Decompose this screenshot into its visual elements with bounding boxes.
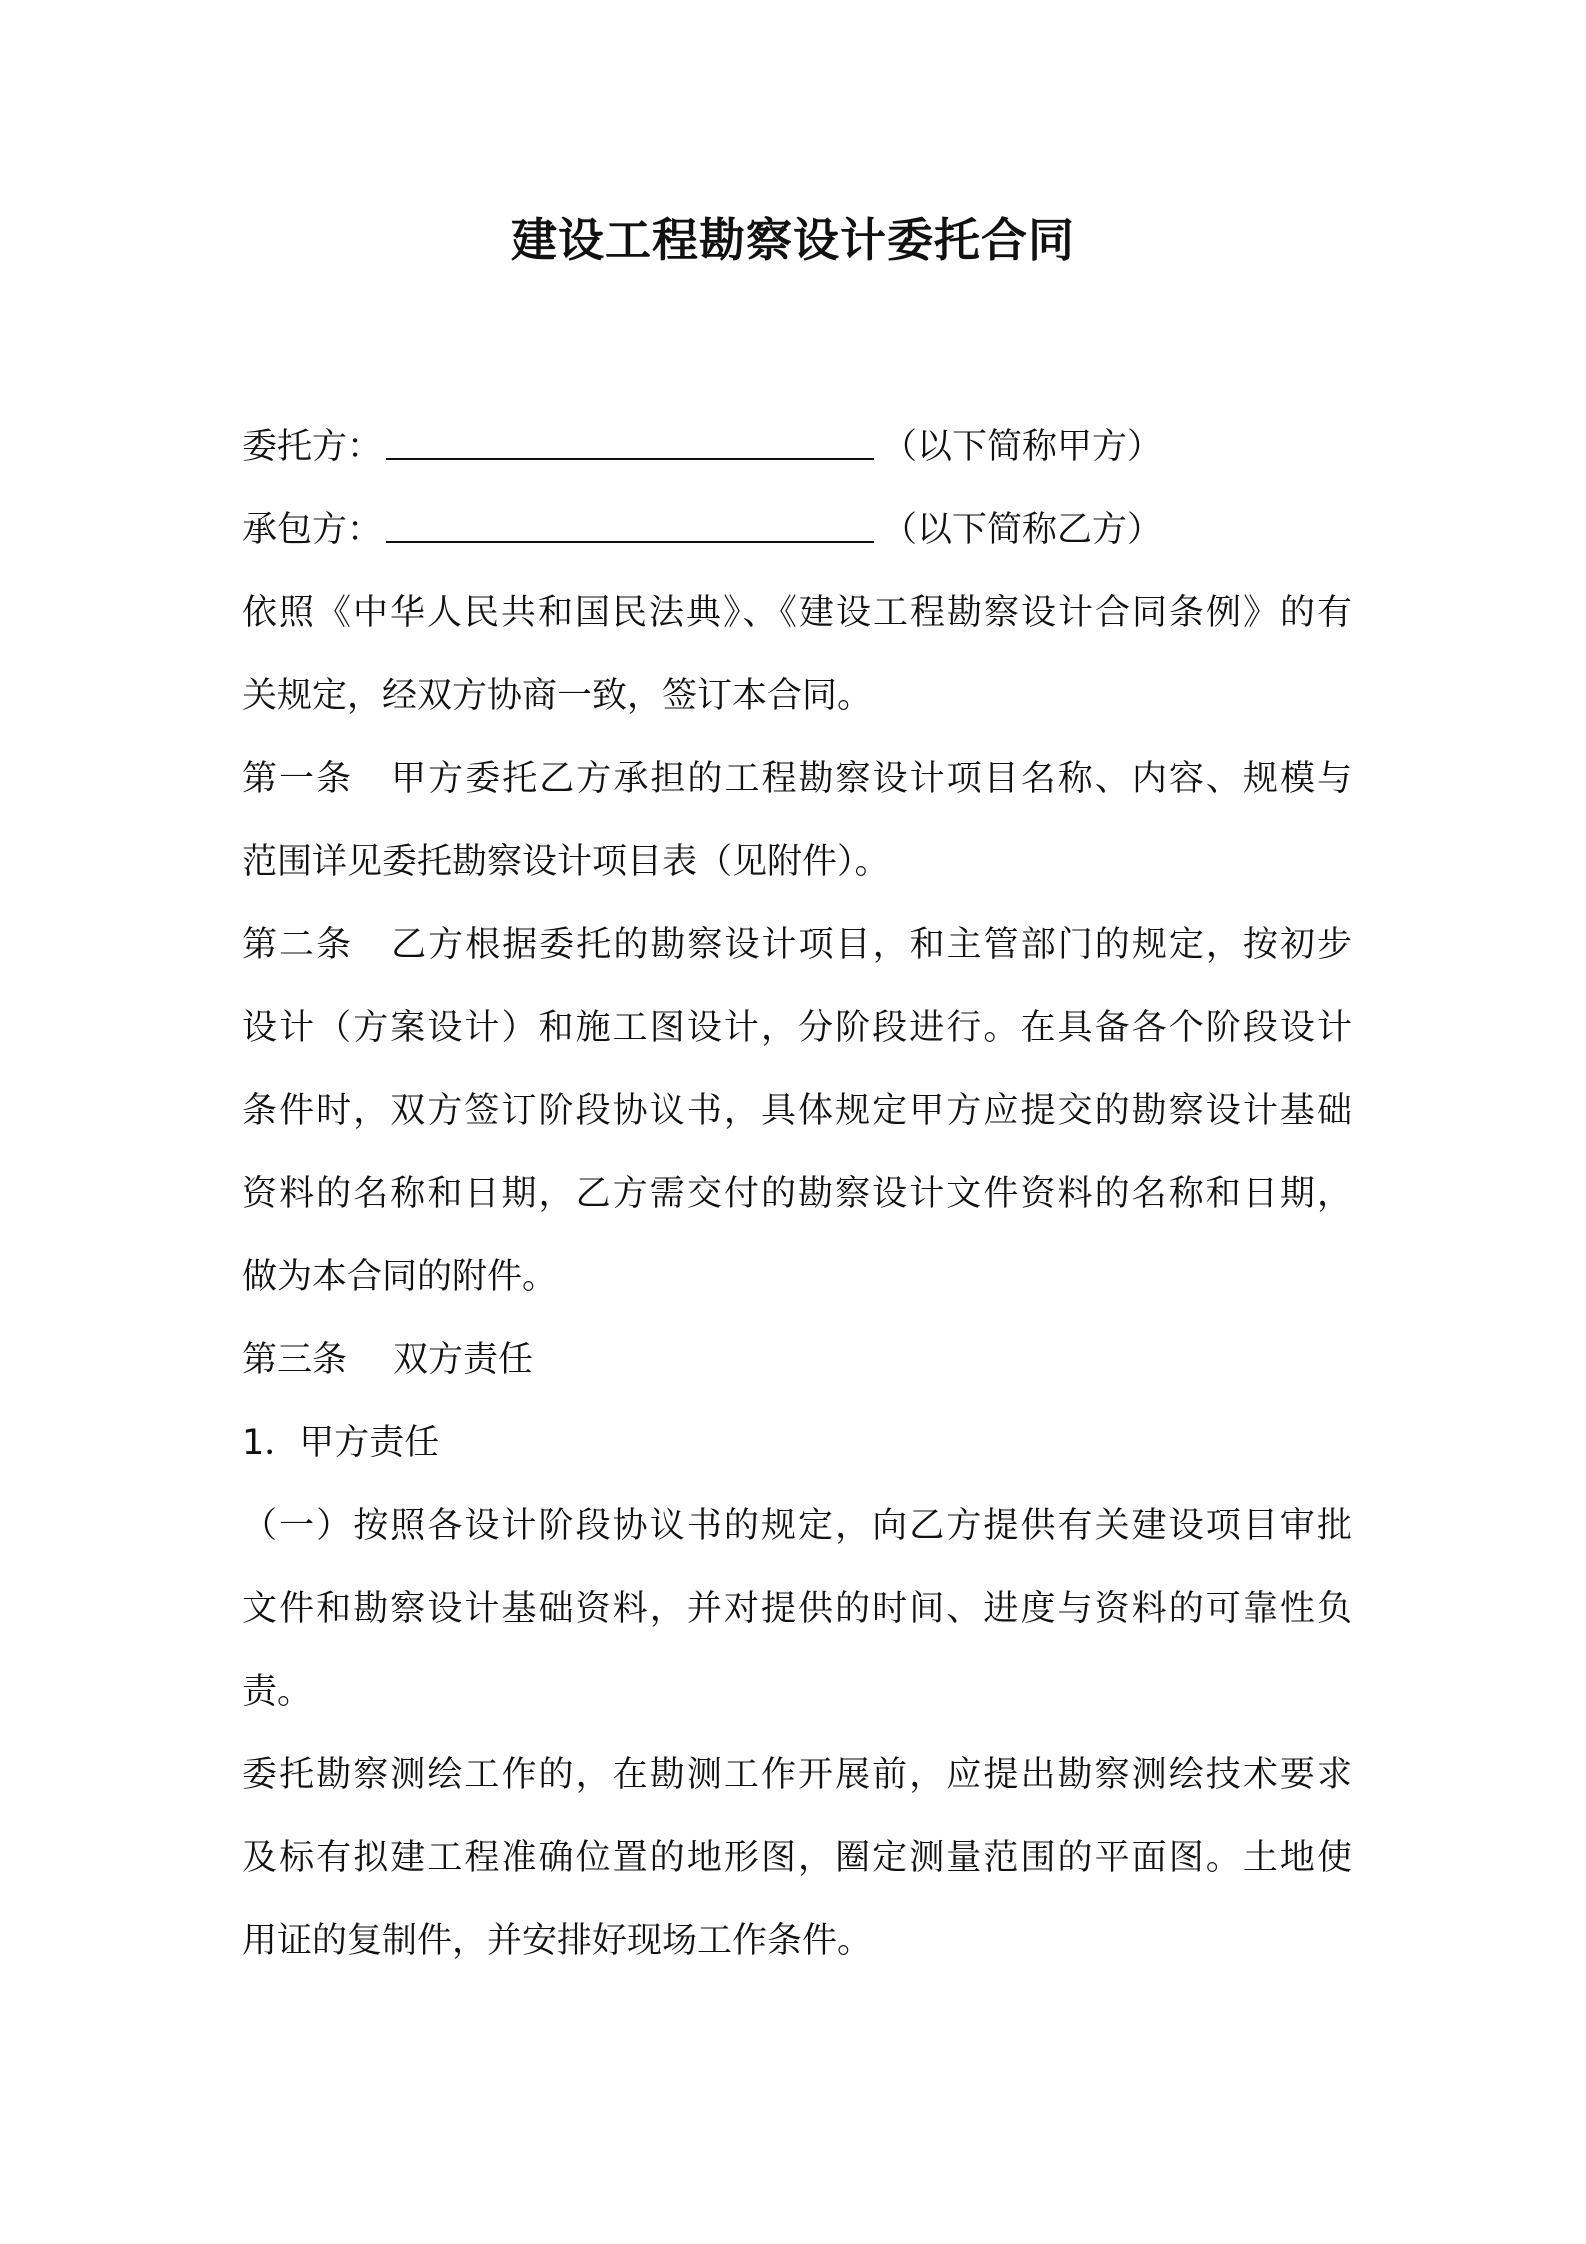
- party-b-suffix: （以下简称乙方）: [882, 510, 1163, 550]
- survey-line: 委托勘察测绘工作的，在勘测工作开展前，应提出勘察测绘技术要求: [242, 1755, 1352, 1795]
- article-2-text: 乙方根据委托的勘察设计项目，和主管部门的规定，按初步: [389, 925, 1352, 965]
- intro-line: 依照《中华人民共和国民法典》、《建设工程勘察设计合同条例》的有: [242, 593, 1352, 633]
- intro-line: 关规定，经双方协商一致，签订本合同。: [242, 676, 873, 716]
- clause-1-line: （一）按照各设计阶段协议书的规定，向乙方提供有关建设项目审批: [242, 1506, 1352, 1546]
- article-2-line: 条件时，双方签订阶段协议书，具体规定甲方应提交的勘察设计基础: [242, 1091, 1352, 1131]
- clause-1-line: 文件和勘察设计基础资料，并对提供的时间、进度与资料的可靠性负: [242, 1589, 1352, 1629]
- article-2-line: [242, 904, 1352, 987]
- article-2-line: 设计（方案设计）和施工图设计，分阶段进行。在具备各个阶段设计: [242, 1008, 1352, 1048]
- article-2-heading: 第二条: [242, 925, 354, 965]
- party-a-suffix: （以下简称甲方）: [882, 427, 1163, 467]
- article-1-line: 范围详见委托勘察设计项目表（见附件）。: [242, 842, 890, 882]
- article-1-text: 甲方委托乙方承担的工程勘察设计项目名称、内容、规模与: [389, 759, 1352, 799]
- article-3-heading: 第三条: [242, 1340, 348, 1380]
- section-1-heading: 1．甲方责任: [242, 1423, 440, 1463]
- article-1-heading: 第一条: [242, 759, 354, 799]
- survey-line: 及标有拟建工程准确位置的地形图，圈定测量范围的平面图。土地使: [242, 1838, 1352, 1878]
- party-b-line: [242, 489, 1352, 572]
- document-body: [242, 406, 1352, 1983]
- party-a-line: [242, 406, 1352, 489]
- party-a-blank: [386, 420, 874, 460]
- party-b-blank: [386, 503, 874, 543]
- article-3-title: 双方责任: [393, 1340, 534, 1380]
- article-2-line: 做为本合同的附件。: [242, 1257, 558, 1297]
- article-1-line: [242, 738, 1352, 821]
- document-title: 建设工程勘察设计委托合同: [511, 213, 1075, 267]
- clause-1-line: 责。: [242, 1672, 313, 1712]
- party-a-label: 委托方：: [242, 427, 383, 467]
- survey-line: 用证的复制件，并安排好现场工作条件。: [242, 1921, 873, 1961]
- party-b-label: 承包方：: [242, 510, 383, 550]
- article-3-line: [242, 1319, 1352, 1402]
- article-2-line: 资料的名称和日期，乙方需交付的勘察设计文件资料的名称和日期，: [242, 1174, 1352, 1214]
